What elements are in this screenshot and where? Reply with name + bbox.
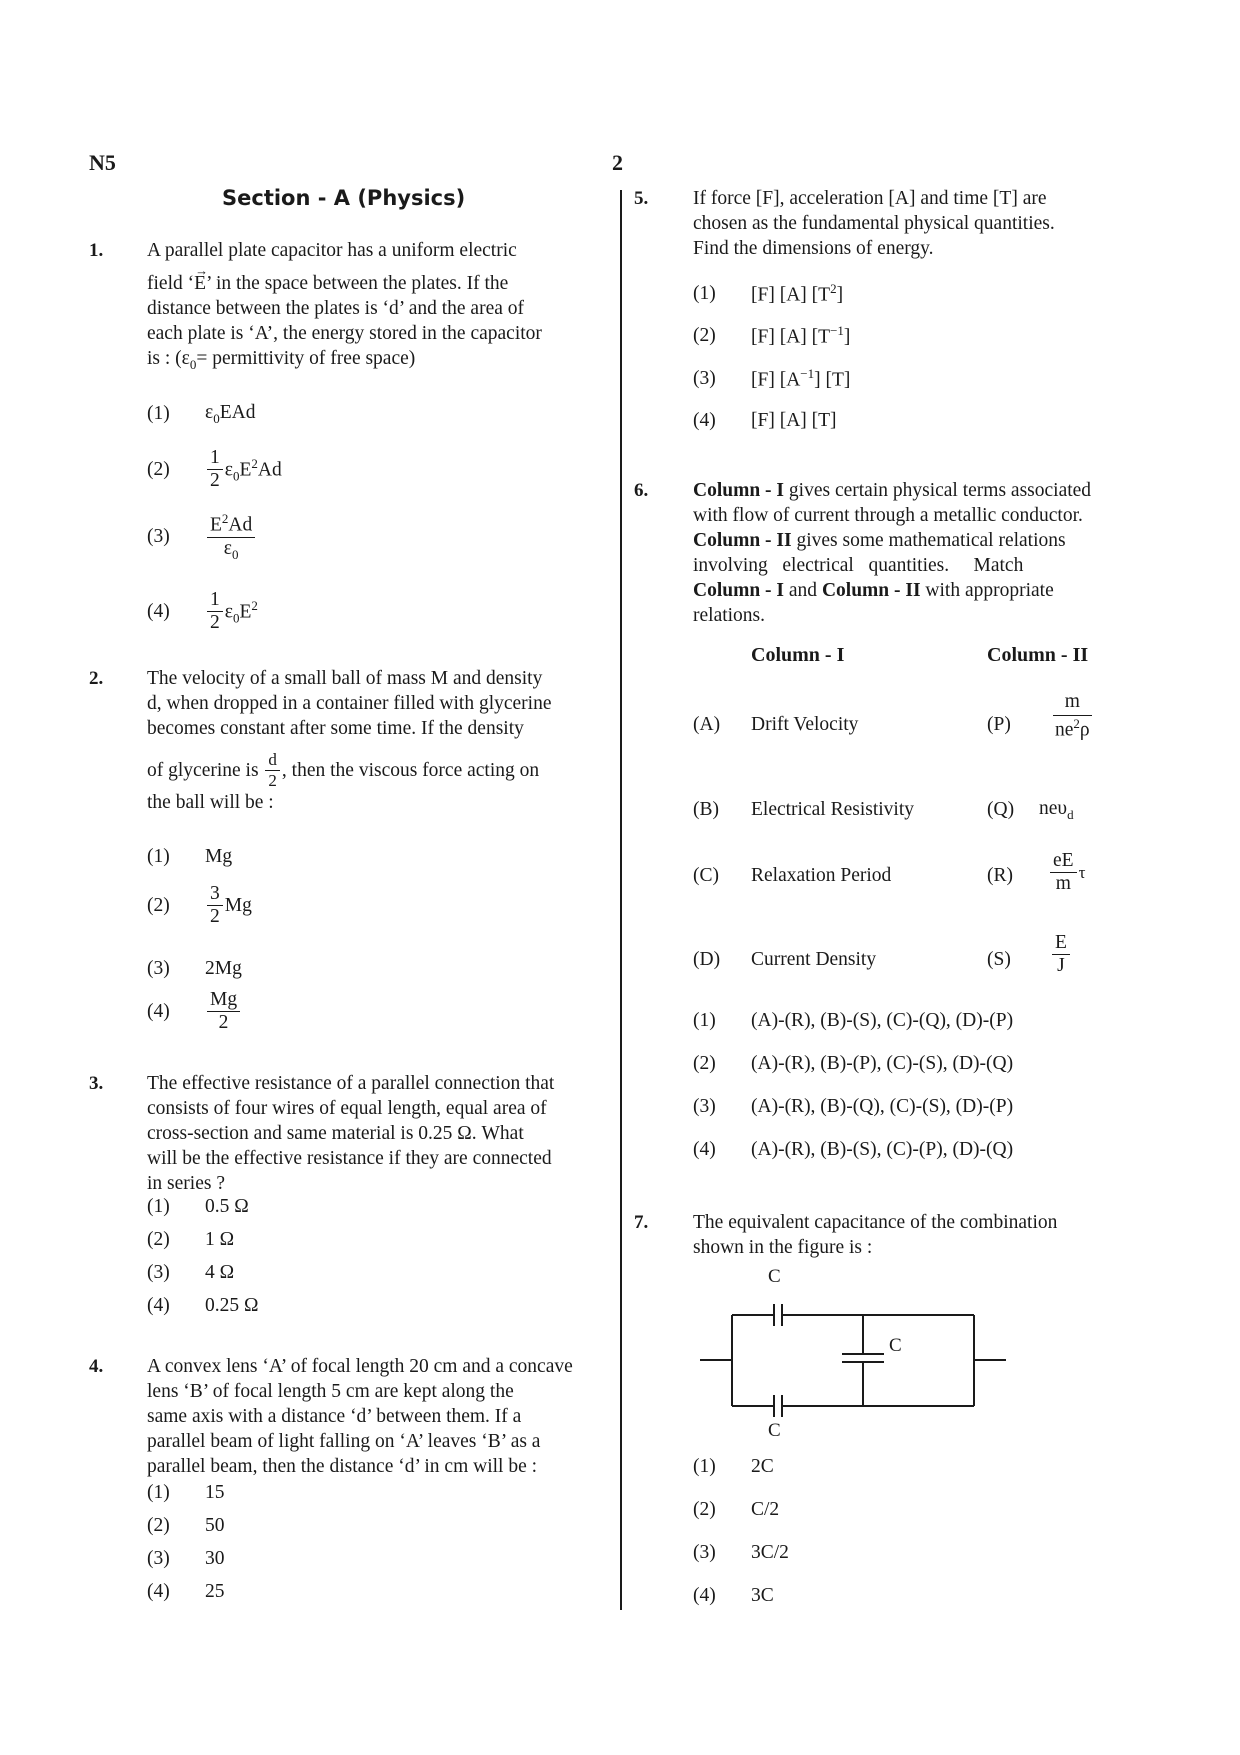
q2-option-4[interactable]: (4) $\frac{Mg}{2}$ (147, 990, 242, 1034)
q1-option-3[interactable]: (3) $\frac{E^2Ad}{\varepsilon_0}$ (147, 512, 257, 562)
paper-code: N5 (89, 150, 116, 175)
q6-number: 6. (634, 480, 649, 501)
q2-option-2[interactable]: (2) $\frac{3}{2}$ Mg (147, 883, 252, 928)
q1-line: field ‘ → E’ in the space between the plates. If the (147, 271, 603, 296)
capacitor-circuit-diagram (690, 1270, 1020, 1445)
q1-line: A parallel plate capacitor has a uniform electric (147, 240, 517, 261)
q4-text: A convex lens ‘A’ of focal length 20 cm and a concave lens ‘B’ of focal length 5 cm are kept along the same axis with a distance ‘d’ between them. If a parallel beam of light falling on ‘A’ leaves ‘B’ as a parallel beam, then the distance ‘d’ in cm will be : (147, 1356, 573, 1477)
q7-number: 7. (634, 1212, 649, 1233)
relation-p: $\frac{m}{ne^2\rho}$ (1050, 692, 1095, 741)
q4-option-4[interactable]: (4) 25 (147, 1581, 225, 1602)
q1-line: is : ($\varepsilon_0=$ permittivity of free space) (147, 348, 416, 372)
q4-option-3[interactable]: (3) 30 (147, 1548, 225, 1569)
q1-line: each plate is ‘A’, the energy stored in the capacitor (147, 323, 542, 344)
q6-option-3[interactable]: (3) (A)-(R), (B)-(Q), (C)-(S), (D)-(P) (693, 1096, 1014, 1117)
q5-option-4[interactable]: (4) [F] [A] [T] (693, 410, 837, 431)
q6-option-1[interactable]: (1) (A)-(R), (B)-(S), (C)-(Q), (D)-(P) (693, 1010, 1014, 1031)
q1-text (147, 238, 603, 377)
q2-option-1[interactable]: (1) Mg (147, 846, 233, 867)
column-1-header: Column - I (751, 644, 845, 666)
q6-option-4[interactable]: (4) (A)-(R), (B)-(S), (C)-(P), (D)-(Q) (693, 1139, 1014, 1160)
q6-text: Column - I gives certain physical terms associated with flow of current through a metallic conductor. Column - II gives some mathematical relations involving electrical quantities. Match Column - I and Column - II with appropriate relations. (693, 480, 1092, 626)
q7-option-3[interactable]: (3) 3C/2 (693, 1542, 789, 1563)
section-title: Section - A (Physics) (222, 186, 466, 210)
q7-option-1[interactable]: (1) 2C (693, 1456, 774, 1477)
match-row: (C) Relaxation Period (R) (693, 865, 1013, 886)
q4-option-2[interactable]: (2) 50 (147, 1515, 225, 1536)
page-number: 2 (612, 150, 623, 175)
capacitor-label-bottom: C (768, 1420, 781, 1441)
q2-number: 2. (89, 668, 104, 689)
q5-option-2[interactable]: (2) [F] [A] $[T^{-1}]$ (693, 323, 851, 348)
q1-option-2[interactable]: (2) $\frac{1}{2}$ $\varepsilon_0E^2Ad$ (147, 447, 282, 492)
relation-r: $\frac{eE}{m}$ τ (1048, 851, 1085, 895)
q4-option-1[interactable]: (1) 15 (147, 1482, 225, 1503)
q3-option-3[interactable]: (3) 4 Ω (147, 1262, 235, 1283)
q2-text: The velocity of a small ball of mass M and density d, when dropped in a container filled with glycerine becomes constant after some time. If the density of glycerine is $\frac{d}{2}$ , then the viscous force acting on the ball will be : (147, 668, 552, 813)
q6-option-2[interactable]: (2) (A)-(R), (B)-(P), (C)-(S), (D)-(Q) (693, 1053, 1014, 1074)
capacitor-label-top: C (768, 1266, 781, 1287)
q5-number: 5. (634, 188, 649, 209)
q1-option-4[interactable]: (4) $\frac{1}{2}$ $\varepsilon_0E^2$ (147, 589, 258, 634)
match-row: (A) Drift Velocity (P) (693, 714, 1011, 735)
q3-option-4[interactable]: (4) 0.25 Ω (147, 1295, 259, 1316)
q1-option-1[interactable]: (1) $\varepsilon_0EAd$ (147, 402, 256, 426)
vector-arrow-icon: → (195, 263, 209, 278)
q3-text: The effective resistance of a parallel connection that consists of four wires of equal length, equal area of cross-section and same material is 0.25 Ω. What will be the effective resistance if they are connected in series ? (147, 1073, 555, 1194)
q3-option-1[interactable]: (1) 0.5 Ω (147, 1196, 249, 1217)
column-2-header: Column - II (987, 644, 1089, 666)
q5-text: If force [F], acceleration [A] and time [T] are chosen as the fundamental physical quantities. Find the dimensions of energy. (693, 188, 1055, 259)
q7-text: The equivalent capacitance of the combination shown in the figure is : (693, 1212, 1058, 1258)
match-row: (D) Current Density (S) (693, 949, 1011, 970)
q3-option-2[interactable]: (2) 1 Ω (147, 1229, 235, 1250)
q3-number: 3. (89, 1073, 104, 1094)
q5-option-1[interactable]: (1) [F] [A] $[T^2]$ (693, 281, 844, 306)
q7-option-4[interactable]: (4) 3C (693, 1585, 774, 1606)
q2-option-3[interactable]: (3) 2Mg (147, 958, 242, 979)
q1-number: 1. (89, 240, 104, 261)
match-row: (B) Electrical Resistivity (Q) neυ$_d$ (693, 797, 1074, 822)
capacitor-label-middle: C (889, 1335, 902, 1356)
relation-s: $\frac{E}{J}$ (1050, 933, 1072, 977)
q1-line: distance between the plates is ‘d’ and the area of (147, 298, 525, 319)
q4-number: 4. (89, 1356, 104, 1377)
column-divider (620, 190, 622, 1610)
q5-option-3[interactable]: (3) [F] $[A^{-1}]$ [T] (693, 366, 851, 391)
q7-option-2[interactable]: (2) C/2 (693, 1499, 780, 1520)
